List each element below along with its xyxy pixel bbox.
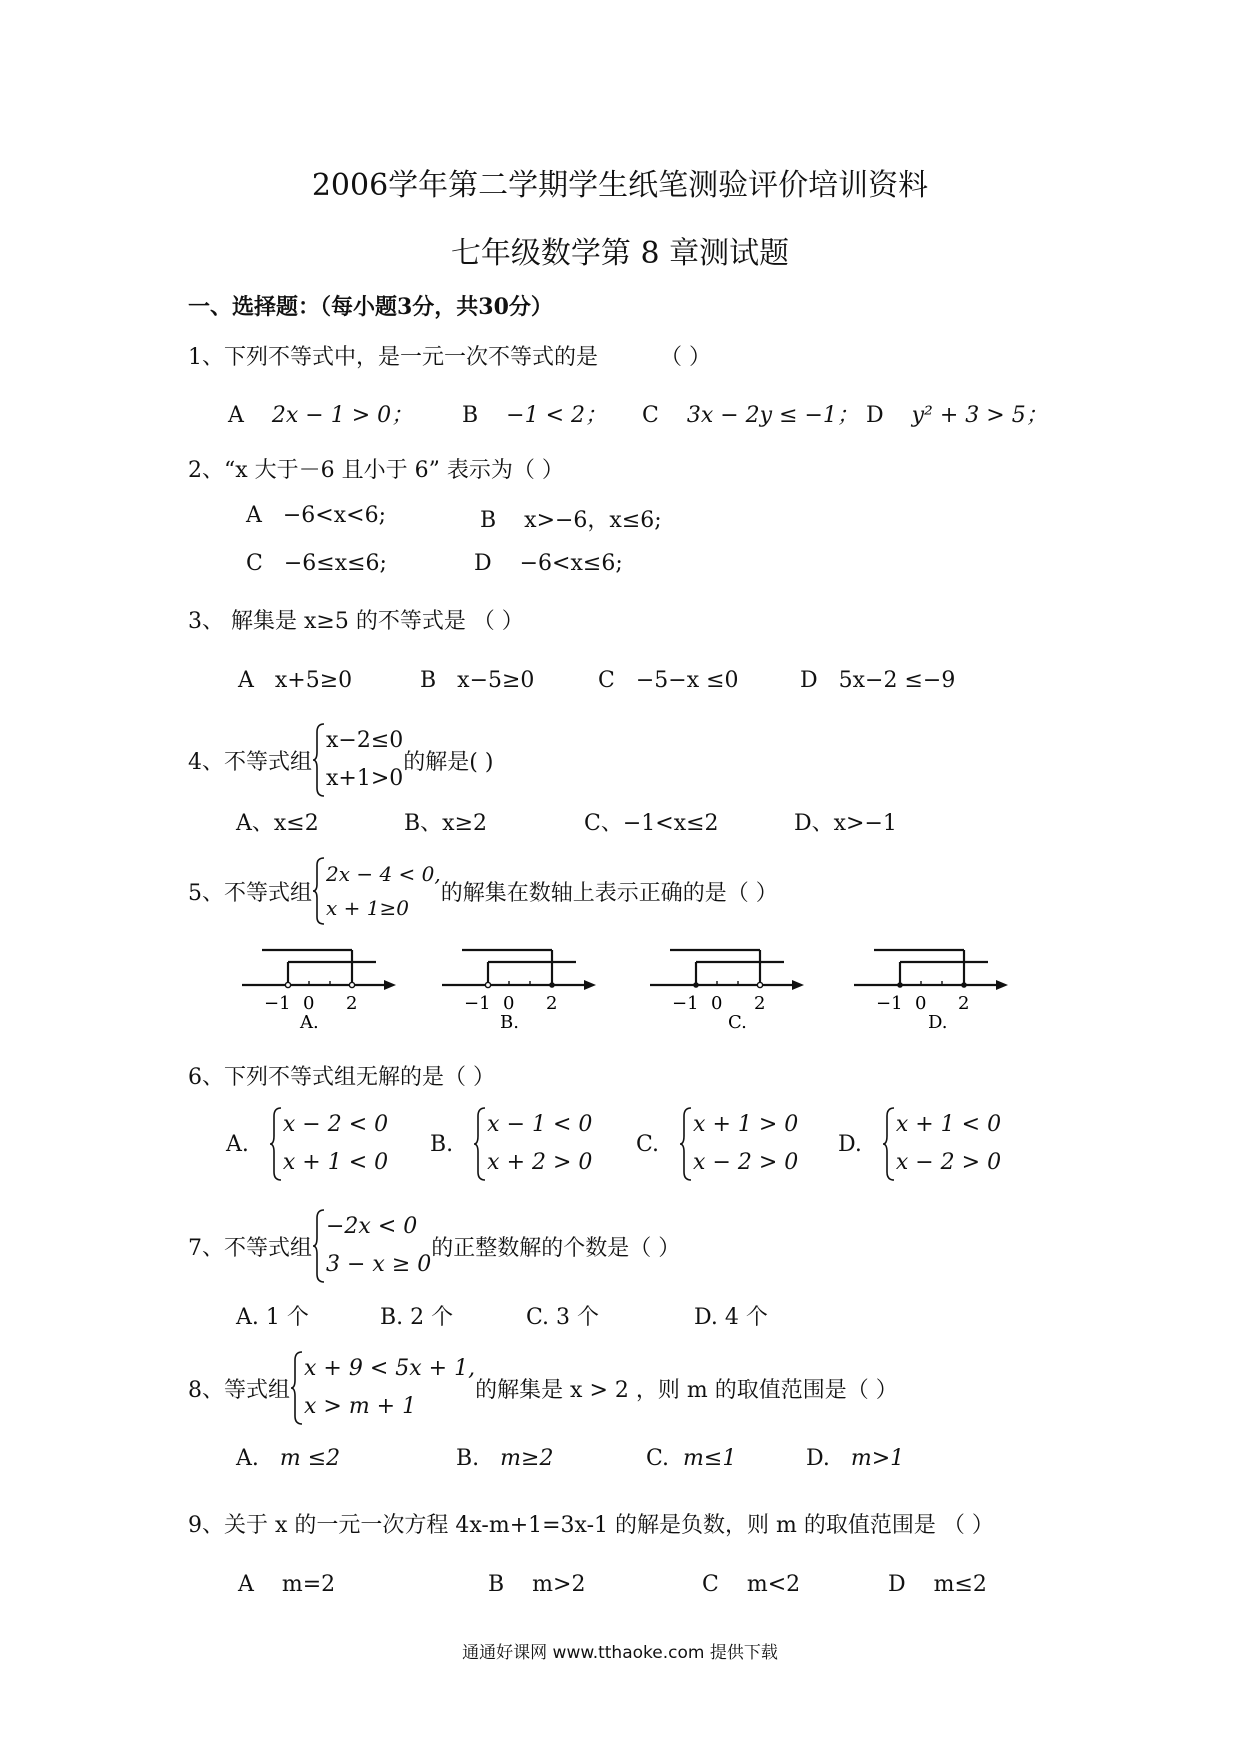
number-line-d — [848, 940, 1018, 1030]
question-4: 4、不等式组 x−2≤0 x+1>0 的解是( ) — [188, 722, 493, 798]
svg-text:−1: −1 — [264, 993, 291, 1014]
number-line-label: A. — [300, 1012, 319, 1030]
q4-option-b: B、x≥2 — [404, 811, 488, 836]
number-line-label: D. — [928, 1012, 948, 1030]
q2-option-d: D −6<x≤6; — [474, 551, 623, 576]
svg-text:0: 0 — [503, 993, 515, 1014]
q1-option-c: C 3x − 2y ≤ −1； — [642, 403, 859, 428]
svg-text:0: 0 — [915, 993, 927, 1014]
question-7: 7、不等式组 −2x < 0 3 − x ≥ 0 的正整数解的个数是（ ） — [188, 1208, 680, 1284]
svg-text:−1: −1 — [876, 993, 903, 1014]
number-line-b — [436, 940, 606, 1030]
document-title: 2006学年第二学期学生纸笔测验评价培训资料 — [311, 168, 929, 203]
q7-option-b: B. 2 个 — [380, 1305, 454, 1330]
q1-option-a: A 2x − 1 > 0； — [228, 403, 414, 428]
q9-option-a: A m=2 — [238, 1572, 336, 1597]
q3-option-d: D 5x−2 ≤−9 — [800, 668, 956, 693]
brace-icon — [312, 1208, 326, 1284]
q7-option-d: D. 4 个 — [694, 1305, 768, 1330]
svg-text:−1: −1 — [464, 993, 491, 1014]
question-6: 6、下列不等式组无解的是（ ） — [188, 1065, 495, 1090]
q1-option-d: D y² + 3 > 5； — [866, 403, 1048, 428]
q6-option-b: B. x − 1 < 0 x + 2 > 0 — [430, 1106, 592, 1182]
brace-icon — [290, 1350, 304, 1426]
number-line-label: B. — [500, 1012, 519, 1030]
brace-icon — [312, 856, 326, 926]
number-line-c — [644, 940, 814, 1030]
brace-icon — [269, 1106, 283, 1182]
q8-option-b: B. m≥2 — [456, 1446, 554, 1471]
svg-text:2: 2 — [546, 993, 558, 1014]
svg-text:−1: −1 — [672, 993, 699, 1014]
q3-option-a: A x+5≥0 — [238, 668, 353, 693]
q2-option-a: A −6<x<6; — [246, 503, 386, 528]
section-heading: 一、选择题：（每小题3分，共30分） — [188, 294, 553, 320]
brace-icon — [882, 1106, 896, 1182]
number-line-label: C. — [728, 1012, 747, 1030]
q9-option-b: B m>2 — [488, 1572, 586, 1597]
q3-option-c: C −5−x ≤0 — [598, 668, 739, 693]
brace-icon — [312, 722, 326, 798]
svg-text:2: 2 — [754, 993, 766, 1014]
q4-option-a: A、x≤2 — [236, 811, 319, 836]
footer-text: 通通好课网 www.tthaoke.com 提供下载 — [462, 1643, 778, 1663]
q8-option-a: A. m ≤2 — [236, 1446, 341, 1471]
q8-option-c: C. m≤1 — [646, 1446, 737, 1471]
question-1-stem: 1、下列不等式中，是一元一次不等式的是 — [188, 345, 598, 370]
question-3: 3、 解集是 x≥5 的不等式是 （ ） — [188, 609, 524, 634]
q3-option-b: B x−5≥0 — [420, 668, 535, 693]
brace-icon — [679, 1106, 693, 1182]
svg-text:0: 0 — [711, 993, 723, 1014]
svg-text:2: 2 — [346, 993, 358, 1014]
svg-text:0: 0 — [303, 993, 315, 1014]
brace-icon — [473, 1106, 487, 1182]
q1-option-b: B −1 < 2； — [462, 403, 608, 428]
q9-option-c: C m<2 — [702, 1572, 801, 1597]
question-5: 5、不等式组 2x − 4 < 0, x + 1≥0 的解集在数轴上表示正确的是（ ） — [188, 856, 778, 926]
q7-option-c: C. 3 个 — [526, 1305, 600, 1330]
q9-option-d: D m≤2 — [888, 1572, 987, 1597]
question-1-answer-paren: （ ） — [660, 345, 711, 370]
question-9: 9、关于 x 的一元一次方程 4x-m+1=3x-1 的解是负数，则 m 的取值范围是 （ ） — [188, 1513, 994, 1538]
q4-option-c: C、−1<x≤2 — [584, 811, 719, 836]
q2-option-c: C −6≤x≤6; — [246, 551, 387, 576]
q6-option-d: D. x + 1 < 0 x − 2 > 0 — [838, 1106, 1001, 1182]
q2-option-b: B x>−6，x≤6; — [480, 508, 662, 533]
q7-option-a: A. 1 个 — [236, 1305, 309, 1330]
question-1 — [188, 340, 711, 371]
q6-option-a: A. x − 2 < 0 x + 1 < 0 — [226, 1106, 388, 1182]
q8-option-d: D. m>1 — [806, 1446, 905, 1471]
q4-option-d: D、x>−1 — [794, 811, 897, 836]
document-subtitle: 七年级数学第 8 章测试题 — [450, 236, 790, 271]
svg-text:2: 2 — [958, 993, 970, 1014]
q6-option-c: C. x + 1 > 0 x − 2 > 0 — [636, 1106, 798, 1182]
question-2: 2、“x 大于－6 且小于 6” 表示为（ ） — [188, 458, 564, 483]
number-line-a — [236, 940, 406, 1030]
question-8: 8、等式组 x + 9 < 5x + 1, x > m + 1 的解集是 x > 2 ，则 m 的取值范围是（ ） — [188, 1350, 898, 1426]
